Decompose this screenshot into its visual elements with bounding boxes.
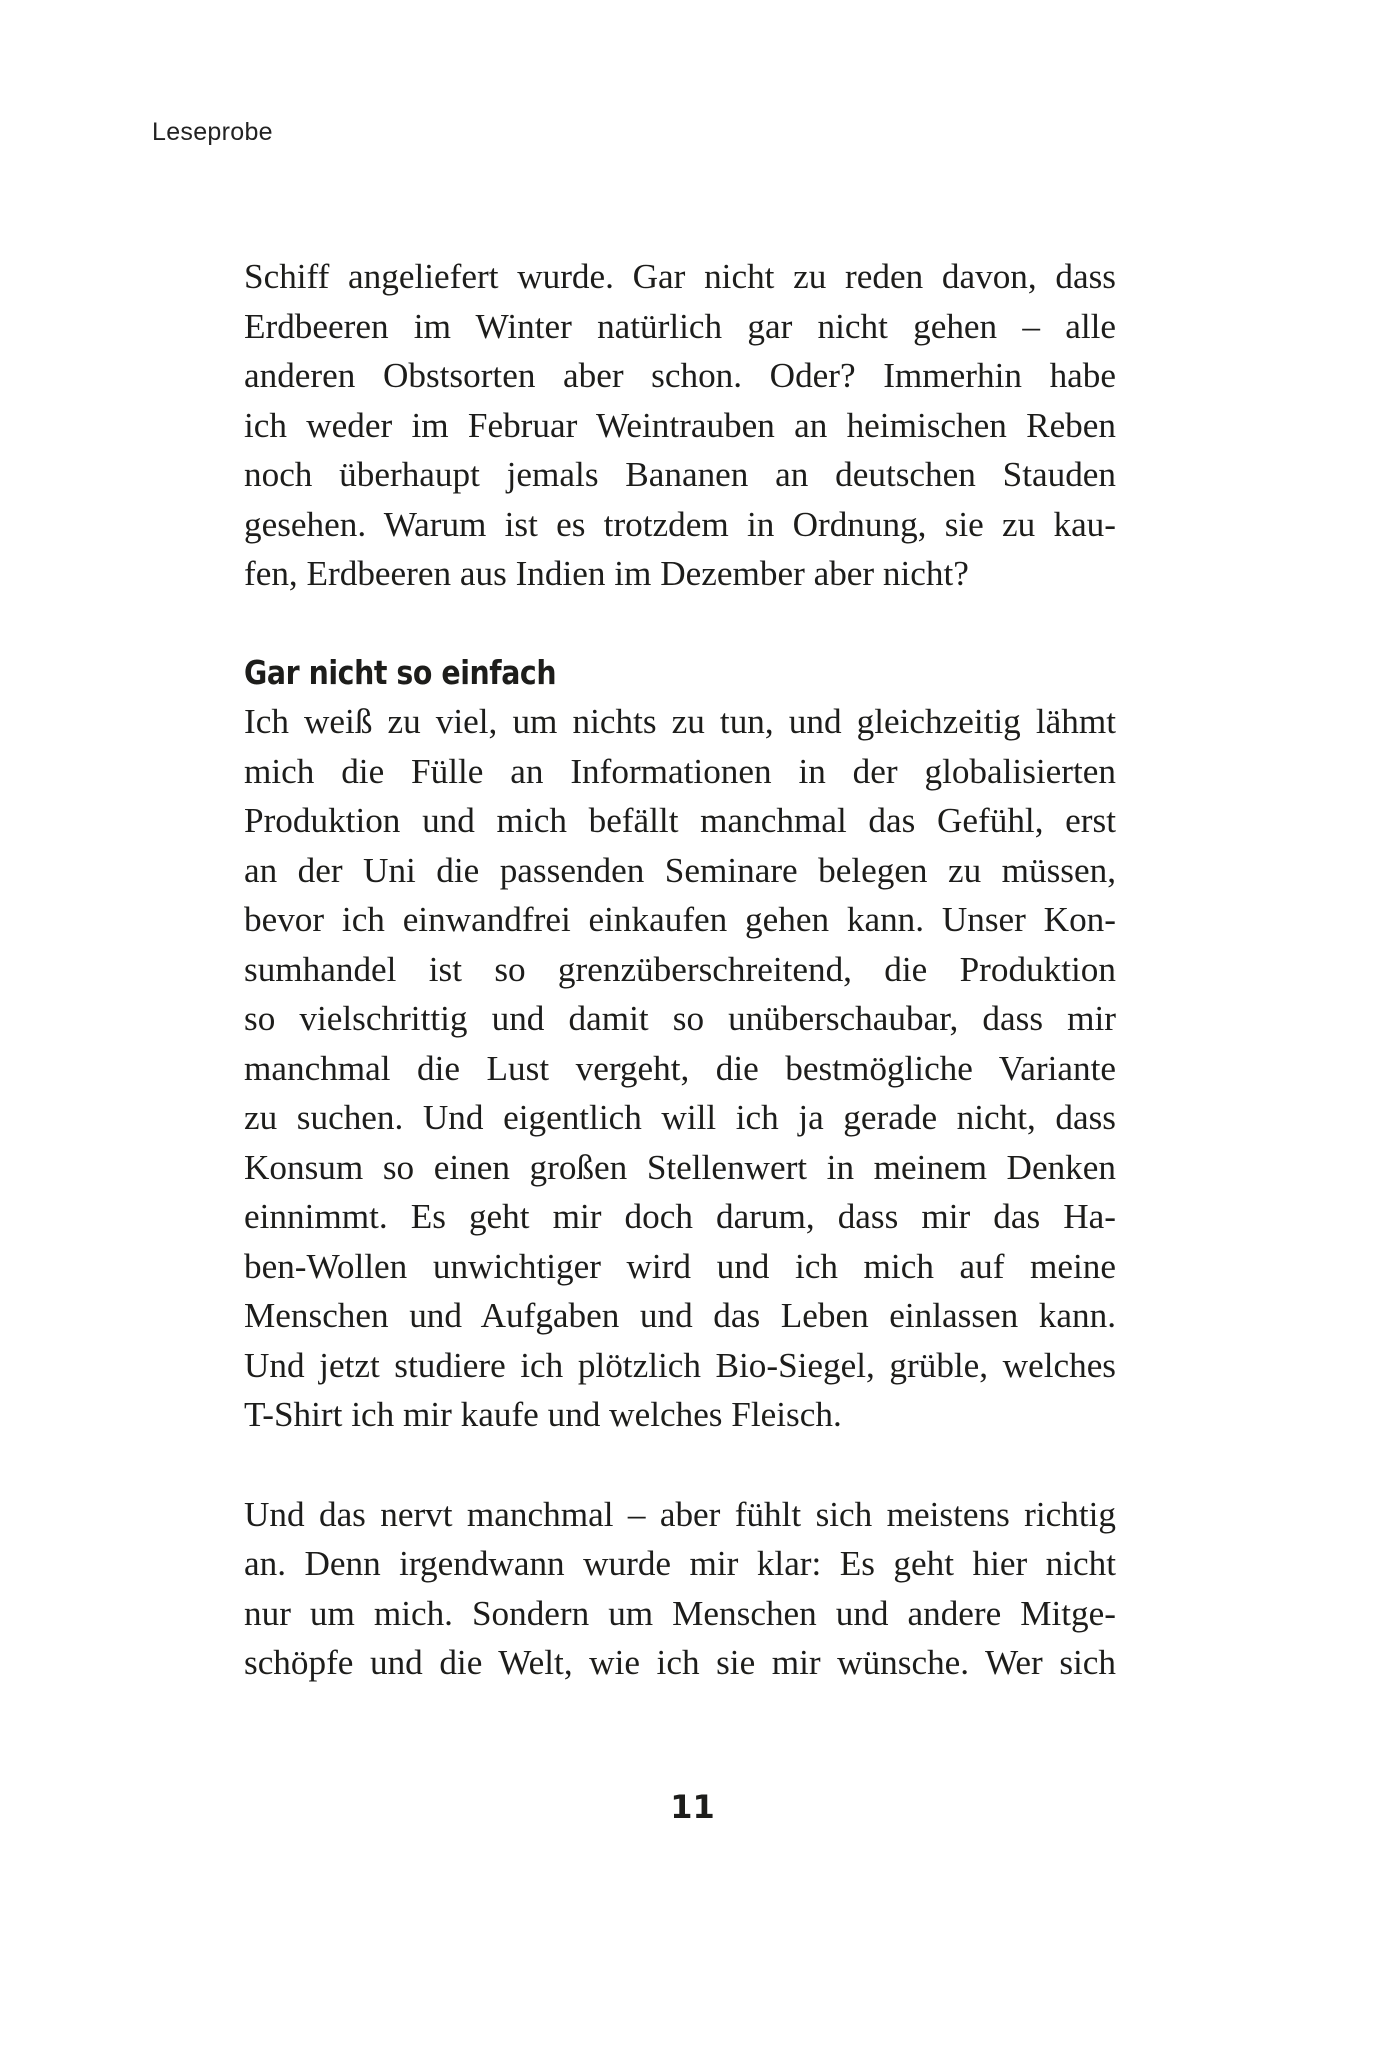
text-line: manchmal die Lust vergeht, die bestmögliche Variante <box>244 1048 1116 1088</box>
text-line: einnimmt. Es geht mir doch darum, dass mir das Ha- <box>244 1197 1116 1236</box>
text-line: gesehen. Warum ist es trotzdem in Ordnung, sie zu kau- <box>244 504 1116 544</box>
paragraph-main <box>244 697 1116 1440</box>
text-line: Schiff angeliefert wurde. Gar nicht zu reden davon, dass <box>244 257 1116 296</box>
paragraph-intro <box>244 252 1116 599</box>
text-line: Produktion und mich befällt manchmal das Gefühl, erst <box>244 801 1116 840</box>
paragraph-closing <box>244 1490 1116 1688</box>
text-line: schöpfe und die Welt, wie ich sie mir wünsche. Wer sich <box>244 1643 1116 1682</box>
text-line: T-Shirt ich mir kaufe und welches Fleisch. <box>244 1395 842 1434</box>
text-line: nur um mich. Sondern um Menschen und andere Mitge- <box>244 1593 1116 1633</box>
text-line: zu suchen. Und eigentlich will ich ja gerade nicht, dass <box>244 1098 1116 1137</box>
text-line: mich die Fülle an Informationen in der globalisierten <box>244 751 1116 791</box>
text-line: an der Uni die passenden Seminare belegen zu müssen, <box>244 850 1116 890</box>
text-line: Ich weiß zu viel, um nichts zu tun, und gleichzeitig lähmt <box>244 702 1116 741</box>
text-line: fen, Erdbeeren aus Indien im Dezember aber nicht? <box>244 554 969 593</box>
text-line: so vielschrittig und damit so unüberschaubar, dass mir <box>244 999 1116 1038</box>
text-line: sumhandel ist so grenzüberschreitend, die Produktion <box>244 949 1116 989</box>
text-line: ich weder im Februar Weintrauben an heimischen Reben <box>244 405 1116 445</box>
text-line: an. Denn irgendwann wurde mir klar: Es geht hier nicht <box>244 1544 1116 1583</box>
text-line: noch überhaupt jemals Bananen an deutschen Stauden <box>244 455 1116 494</box>
page-number: 11 <box>670 1788 715 1826</box>
section-heading: Gar nicht so einfach <box>244 652 557 692</box>
text-line: Erdbeeren im Winter natürlich gar nicht gehen – alle <box>244 306 1116 346</box>
text-line: anderen Obstsorten aber schon. Oder? Immerhin habe <box>244 356 1116 395</box>
running-header: Leseprobe <box>152 118 273 146</box>
text-line: Und jetzt studiere ich plötzlich Bio-Siegel, grüble, welches <box>244 1345 1116 1385</box>
paragraph-spacer <box>244 1440 1116 1490</box>
text-line: Und das nervt manchmal – aber fühlt sich meistens richtig <box>244 1494 1116 1534</box>
page-body <box>244 252 1116 1688</box>
text-line: Menschen und Aufgaben und das Leben einlassen kann. <box>244 1296 1116 1335</box>
text-line: ben-Wollen unwichtiger wird und ich mich auf meine <box>244 1246 1116 1286</box>
text-line: Konsum so einen großen Stellenwert in meinem Denken <box>244 1147 1116 1187</box>
text-line: bevor ich einwandfrei einkaufen gehen kann. Unser Kon- <box>244 900 1116 939</box>
